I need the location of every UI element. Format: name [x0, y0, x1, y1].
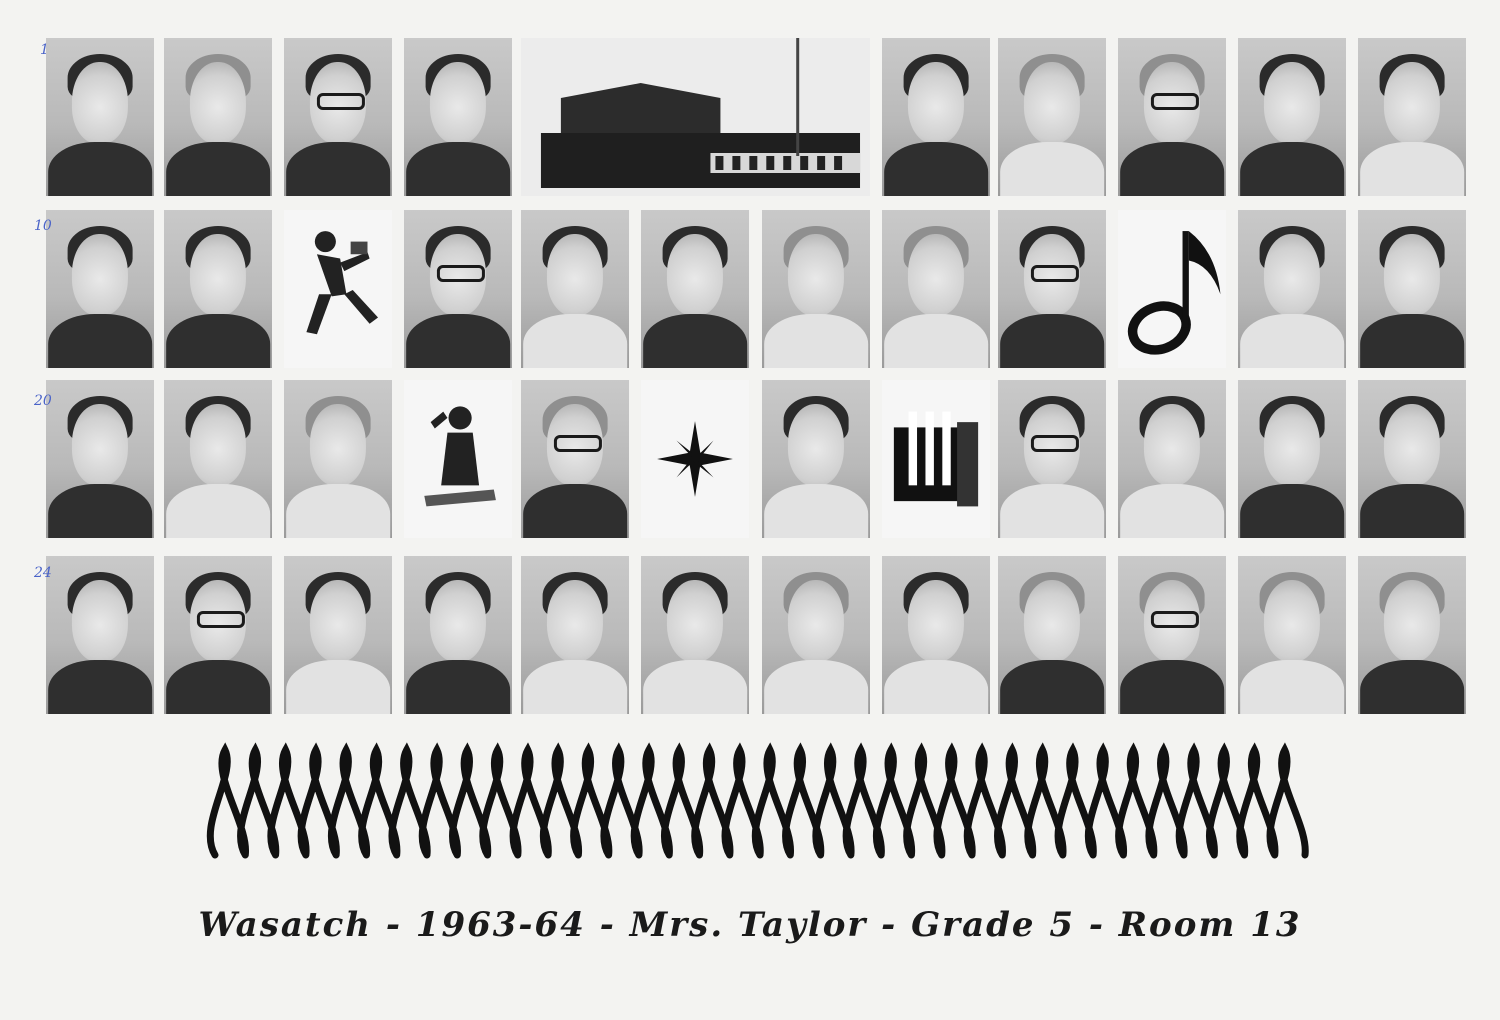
student-portrait — [46, 556, 154, 714]
shirt — [1000, 142, 1104, 196]
face — [788, 234, 844, 316]
face — [430, 62, 486, 144]
student-portrait — [164, 556, 272, 714]
face — [190, 580, 246, 662]
calligraphic-flourish-icon — [175, 735, 1345, 875]
shirt — [1360, 142, 1464, 196]
shirt — [1120, 660, 1224, 714]
shirt — [1360, 484, 1464, 538]
face — [547, 404, 603, 486]
face — [72, 62, 128, 144]
face — [1384, 234, 1440, 316]
face — [430, 234, 486, 316]
shirt — [286, 660, 390, 714]
shirt — [1120, 484, 1224, 538]
face — [72, 404, 128, 486]
shirt — [1000, 314, 1104, 368]
face — [1384, 580, 1440, 662]
margin-mark-row-4: 24 — [34, 565, 52, 581]
student-portrait — [762, 556, 870, 714]
shirt — [48, 484, 152, 538]
student-portrait — [1358, 556, 1466, 714]
shirt — [1360, 660, 1464, 714]
shirt — [166, 660, 270, 714]
student-portrait — [882, 210, 990, 368]
books-icon — [882, 380, 990, 538]
student-portrait — [1238, 210, 1346, 368]
face — [190, 234, 246, 316]
student-portrait — [998, 210, 1106, 368]
shirt — [523, 314, 627, 368]
face — [1024, 580, 1080, 662]
face — [310, 580, 366, 662]
student-portrait — [46, 380, 154, 538]
school-building-photo — [521, 38, 870, 196]
student-portrait — [164, 210, 272, 368]
face — [788, 404, 844, 486]
shirt — [1000, 484, 1104, 538]
student-portrait — [998, 38, 1106, 196]
student-portrait — [284, 38, 392, 196]
student-portrait — [46, 210, 154, 368]
shirt — [1240, 142, 1344, 196]
face — [190, 62, 246, 144]
caption: Wasatch - 1963-64 - Mrs. Taylor - Grade 5 - Room 13 — [198, 905, 1302, 945]
shirt — [643, 660, 747, 714]
student-portrait — [882, 556, 990, 714]
student-portrait — [641, 556, 749, 714]
student-portrait — [1118, 556, 1226, 714]
student-portrait — [998, 380, 1106, 538]
shirt — [1240, 314, 1344, 368]
face — [908, 62, 964, 144]
face — [667, 234, 723, 316]
shirt — [884, 142, 988, 196]
shirt — [166, 314, 270, 368]
face — [1384, 404, 1440, 486]
margin-mark-row-1: 1 — [40, 42, 49, 58]
shirt — [1360, 314, 1464, 368]
student-portrait — [521, 210, 629, 368]
shirt — [166, 484, 270, 538]
student-portrait — [1358, 380, 1466, 538]
student-portrait — [164, 38, 272, 196]
shirt — [523, 660, 627, 714]
face — [310, 62, 366, 144]
student-portrait — [1238, 380, 1346, 538]
student-portrait — [1118, 38, 1226, 196]
margin-mark-row-2: 10 — [34, 218, 52, 234]
student-portrait — [1238, 38, 1346, 196]
shirt — [48, 314, 152, 368]
face — [1144, 62, 1200, 144]
face — [1264, 62, 1320, 144]
shirt — [286, 142, 390, 196]
shirt — [764, 660, 868, 714]
student-portrait — [641, 210, 749, 368]
face — [1144, 404, 1200, 486]
student-portrait — [46, 38, 154, 196]
shirt — [1240, 484, 1344, 538]
student-portrait — [998, 556, 1106, 714]
shirt — [764, 484, 868, 538]
student-portrait — [521, 380, 629, 538]
face — [908, 234, 964, 316]
face — [1264, 580, 1320, 662]
student-portrait — [404, 210, 512, 368]
face — [788, 580, 844, 662]
shirt — [406, 142, 510, 196]
margin-mark-row-3: 20 — [34, 393, 52, 409]
face — [1384, 62, 1440, 144]
student-portrait — [284, 556, 392, 714]
shirt — [166, 142, 270, 196]
shirt — [406, 314, 510, 368]
face — [1144, 580, 1200, 662]
shirt — [523, 484, 627, 538]
girl-reading-icon — [404, 380, 512, 538]
shirt — [286, 484, 390, 538]
face — [430, 580, 486, 662]
shirt — [1240, 660, 1344, 714]
face — [1024, 62, 1080, 144]
shirt — [406, 660, 510, 714]
face — [72, 234, 128, 316]
face — [1264, 234, 1320, 316]
student-portrait — [284, 380, 392, 538]
shirt — [764, 314, 868, 368]
student-portrait — [404, 556, 512, 714]
face — [72, 580, 128, 662]
student-portrait — [164, 380, 272, 538]
student-portrait — [882, 38, 990, 196]
student-portrait — [1358, 38, 1466, 196]
star-burst-icon — [641, 380, 749, 538]
shirt — [643, 314, 747, 368]
face — [547, 234, 603, 316]
face — [310, 404, 366, 486]
shirt — [884, 314, 988, 368]
student-portrait — [762, 380, 870, 538]
student-portrait — [521, 556, 629, 714]
shirt — [48, 660, 152, 714]
running-boy-icon — [284, 210, 392, 368]
shirt — [48, 142, 152, 196]
face — [547, 580, 603, 662]
music-note-icon — [1118, 210, 1226, 368]
face — [1024, 404, 1080, 486]
student-portrait — [404, 38, 512, 196]
face — [1264, 404, 1320, 486]
shirt — [1120, 142, 1224, 196]
face — [667, 580, 723, 662]
shirt — [1000, 660, 1104, 714]
student-portrait — [1358, 210, 1466, 368]
face — [190, 404, 246, 486]
shirt — [884, 660, 988, 714]
face — [1024, 234, 1080, 316]
student-portrait — [1118, 380, 1226, 538]
face — [908, 580, 964, 662]
student-portrait — [1238, 556, 1346, 714]
student-portrait — [762, 210, 870, 368]
